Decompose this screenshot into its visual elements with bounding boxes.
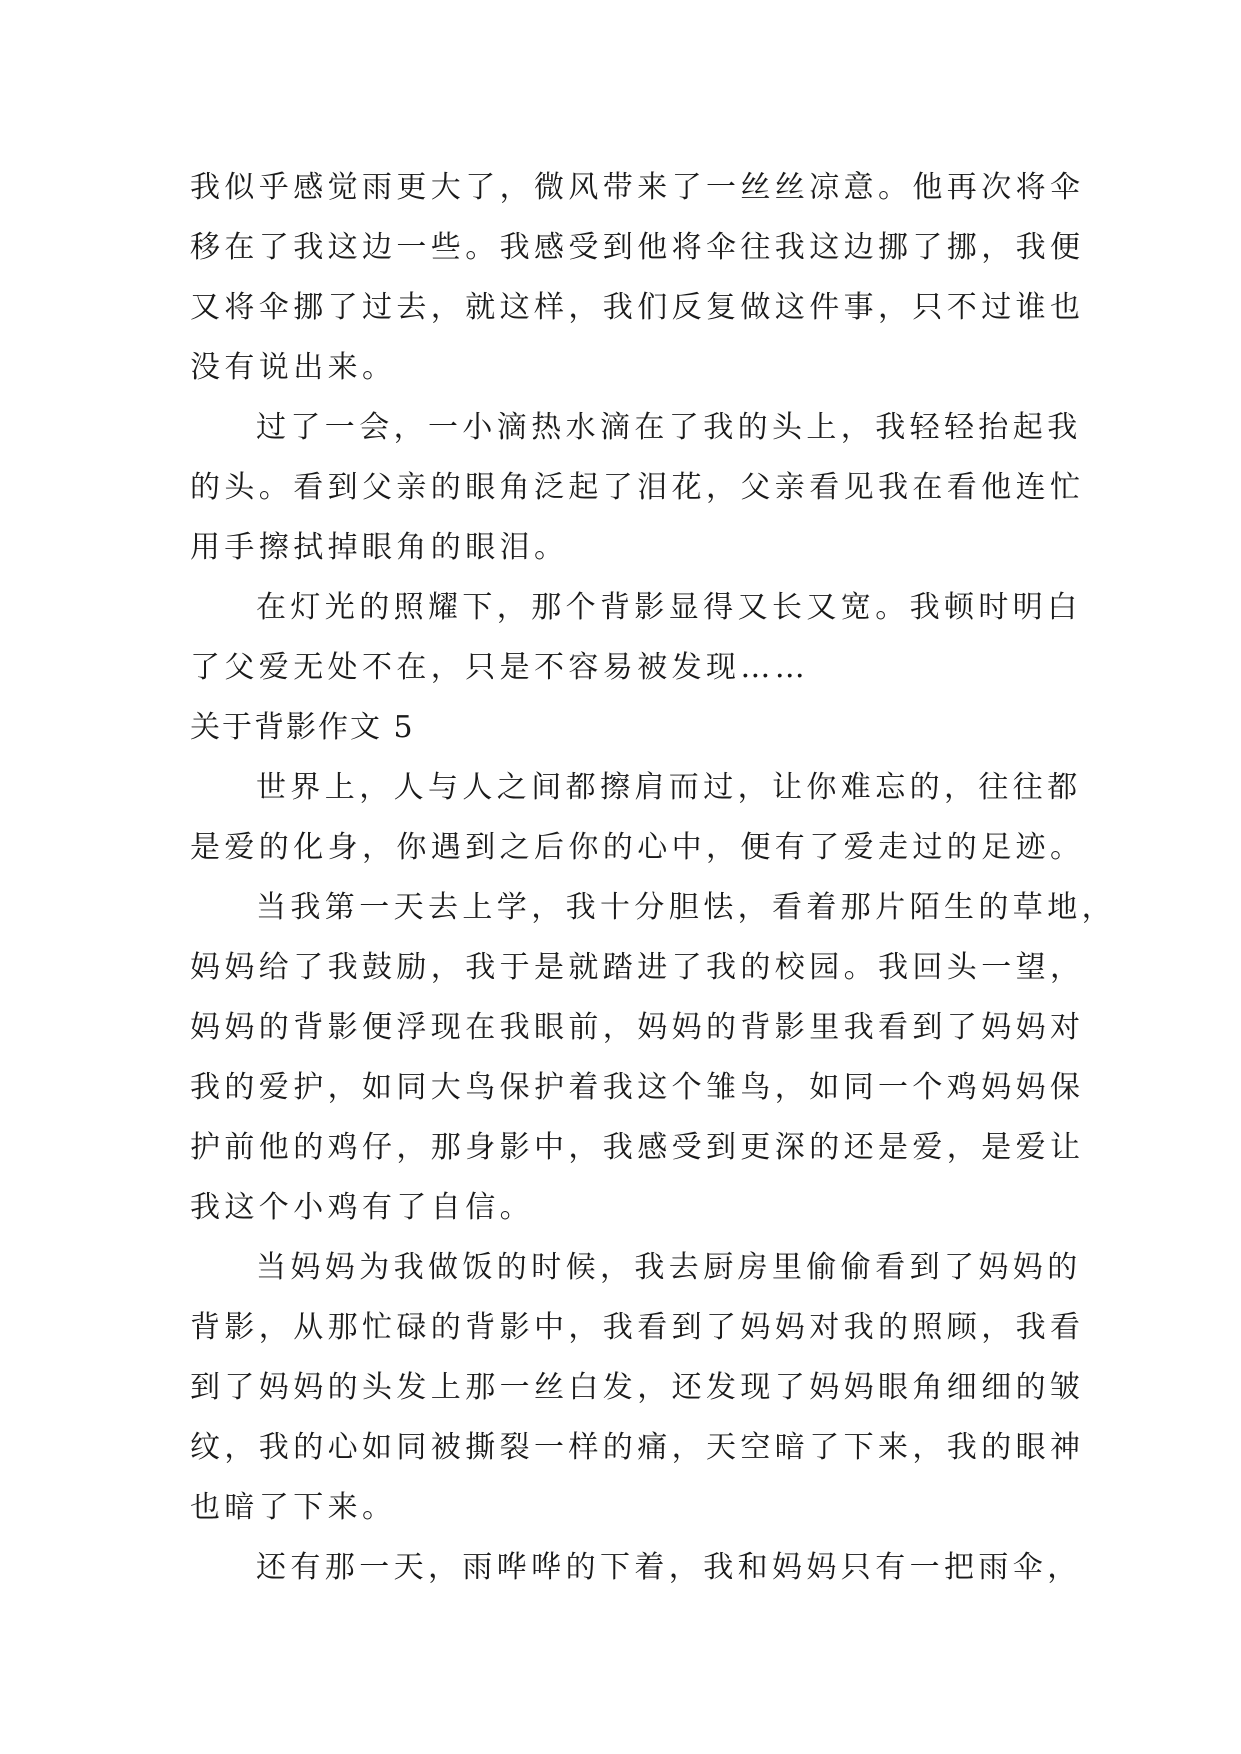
text-line: 又将伞挪了过去，就这样，我们反复做这件事，只不过谁也 [190, 290, 1085, 325]
document-page [190, 158, 1116, 1598]
paragraph-first-line: 还有那一天，雨哗哗的下着，我和妈妈只有一把雨伞， [256, 1550, 1082, 1585]
text-line: 没有说出来。 [190, 350, 397, 385]
section-heading: 关于背影作文 5 [190, 710, 415, 745]
paragraph-first-line: 当妈妈为我做饭的时候，我去厨房里偷偷看到了妈妈的 [256, 1250, 1082, 1285]
text-line: 到了妈妈的头发上那一丝白发，还发现了妈妈眼角细细的皱 [190, 1370, 1085, 1405]
paragraph-first-line: 当我第一天去上学，我十分胆怯，看着那片陌生的草地， [256, 890, 1116, 925]
paragraph-first-line: 过了一会，一小滴热水滴在了我的头上，我轻轻抬起我 [256, 410, 1082, 445]
text-line: 背影，从那忙碌的背影中，我看到了妈妈对我的照顾，我看 [190, 1310, 1085, 1345]
text-line: 也暗了下来。 [190, 1490, 397, 1525]
text-line: 护前他的鸡仔，那身影中，我感受到更深的还是爱，是爱让 [190, 1130, 1085, 1165]
text-line: 我这个小鸡有了自信。 [190, 1190, 534, 1225]
text-line: 我似乎感觉雨更大了，微风带来了一丝丝凉意。他再次将伞 [190, 170, 1085, 205]
paragraph-first-line: 世界上，人与人之间都擦肩而过，让你难忘的，往往都 [256, 770, 1082, 805]
text-line: 移在了我这边一些。我感受到他将伞往我这边挪了挪，我便 [190, 230, 1085, 265]
text-line: 纹，我的心如同被撕裂一样的痛，天空暗了下来，我的眼神 [190, 1430, 1085, 1465]
text-line: 我的爱护，如同大鸟保护着我这个雏鸟，如同一个鸡妈妈保 [190, 1070, 1085, 1105]
paragraph-first-line: 在灯光的照耀下，那个背影显得又长又宽。我顿时明白 [256, 590, 1082, 625]
text-line: 的头。看到父亲的眼角泛起了泪花，父亲看见我在看他连忙 [190, 470, 1085, 505]
text-line: 是爱的化身，你遇到之后你的心中，便有了爱走过的足迹。 [190, 830, 1085, 865]
text-line: 妈妈的背影便浮现在我眼前，妈妈的背影里我看到了妈妈对 [190, 1010, 1085, 1045]
text-line: 妈妈给了我鼓励，我于是就踏进了我的校园。我回头一望， [190, 950, 1085, 985]
text-line: 了父爱无处不在，只是不容易被发现…… [190, 650, 810, 685]
text-line: 用手擦拭掉眼角的眼泪。 [190, 530, 569, 565]
